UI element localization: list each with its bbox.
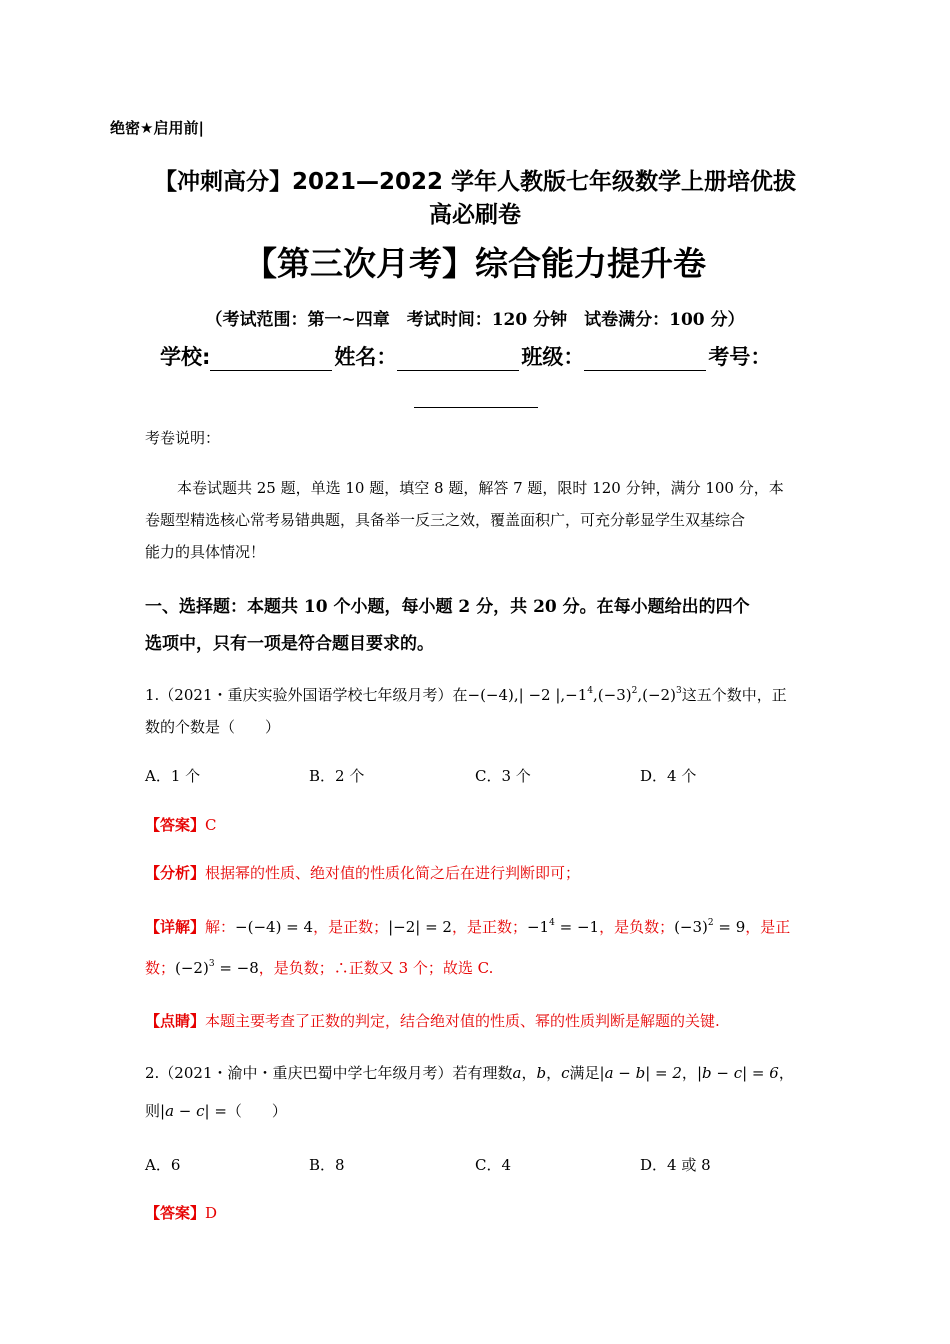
q2-option-a: A．6: [145, 1156, 181, 1174]
question-1-line-2: 数的个数是（ ）: [145, 718, 281, 736]
number-label: 考号：: [708, 345, 772, 369]
q1-option-a: A．1 个: [145, 767, 201, 785]
school-blank: [210, 348, 332, 371]
q2-answer: 【答案】D: [145, 1204, 218, 1222]
q1-answer: 【答案】C: [145, 816, 217, 834]
q1-option-b: B．2 个: [309, 767, 365, 785]
q2-option-b: B．8: [309, 1156, 345, 1174]
class-label: 班级：: [521, 345, 585, 369]
q1-detail-line-1: 【详解】解：−(−4) = 4，是正数；|−2| = 2，是正数；$-1^4 = -1$，是负数；$(-3)^2 = 9$，是正: [145, 918, 791, 936]
instructions-line-2: 卷题型精选核心常考易错典题，具备举一反三之效，覆盖面积广，可充分彰显学生双基综合: [145, 511, 746, 529]
q1-detail-line-2: 数；$(-2)^3 = -8$，是负数；∴正数又 3 个；故选 C.: [145, 959, 494, 977]
q1-option-c: C．3 个: [475, 767, 531, 785]
question-2-line-2: 则|a − c| =（ ）: [145, 1102, 287, 1120]
name-blank: [397, 348, 519, 371]
name-label: 姓名：: [334, 345, 398, 369]
class-blank: [584, 348, 706, 371]
q2-option-d: D．4 或 8: [640, 1156, 711, 1174]
q1-comment: 【点睛】本题主要考查了正数的判定，结合绝对值的性质、幂的性质判断是解题的关键.: [145, 1012, 720, 1030]
q1-prefix: 1.（2021・重庆实验外国语学校七年级月考）在: [145, 686, 468, 704]
number-blank: [414, 407, 538, 408]
q1-option-d: D．4 个: [640, 767, 697, 785]
q1-analysis: 【分析】根据幂的性质、绝对值的性质化简之后在进行判断即可；: [145, 864, 581, 882]
title-line-2: 高必刷卷: [429, 202, 521, 228]
instructions-line-3: 能力的具体情况！: [145, 543, 266, 561]
question-2-line-1: 2.（2021・渝中・重庆巴蜀中学七年级月考）若有理数a，b，c满足|a − b| = 2，|b − c| = 6，: [145, 1064, 794, 1082]
exam-info: （考试范围：第一~四章 考试时间：120 分钟 试卷满分：100 分）: [205, 310, 745, 330]
instructions-heading: 考卷说明：: [145, 429, 221, 447]
title-line-1: 【冲刺高分】2021—2022 学年人教版七年级数学上册培优拔: [153, 169, 797, 195]
confidential-label: 绝密★启用前|: [110, 119, 204, 137]
section-1-heading-line-2: 选项中，只有一项是符合题目要求的。: [145, 634, 434, 654]
student-info-fields: [160, 341, 771, 371]
q1-math: −(−4),| −2 $|,-1^4,(-3)^2,(-2)^3$: [467, 686, 682, 704]
school-label: 学校:: [160, 345, 211, 369]
instructions-line-1: 本卷试题共 25 题，单选 10 题，填空 8 题，解答 7 题，限时 120 分钟，满分 100 分，本: [177, 479, 784, 497]
question-1-line-1: [145, 685, 787, 705]
main-title: 【第三次月考】综合能力提升卷: [244, 244, 706, 283]
q1-suffix: 这五个数中，正: [681, 686, 787, 704]
section-1-heading-line-1: 一、选择题：本题共 10 个小题，每小题 2 分，共 20 分。在每小题给出的四个: [145, 597, 750, 617]
q2-option-c: C．4: [475, 1156, 512, 1174]
